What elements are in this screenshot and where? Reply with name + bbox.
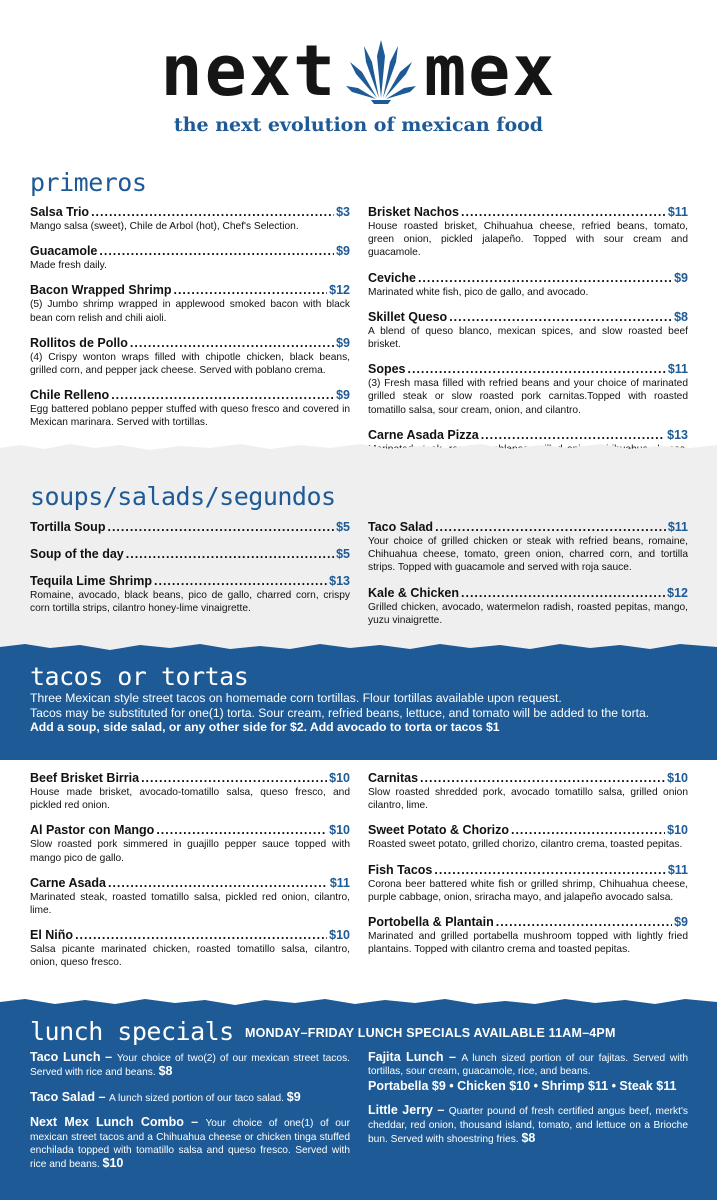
item-price: $10 [329,928,350,943]
leader-dots [496,914,672,930]
item-description: Marinated and grilled portabella mushroom topped with lightly fried plantains. Topped with cilantro crema and toasted pepitas. [368,931,688,956]
item-name: Al Pastor con Mango [30,823,155,838]
item-name: Carne Asada [30,875,106,890]
item-name: Portobella & Plantain [368,915,494,930]
section-soups-salads [0,450,717,650]
item-price: $11 [329,875,350,890]
leader-dots [420,770,665,786]
item-name: Sweet Potato & Chorizo [368,823,509,838]
tacos-items [0,760,717,1005]
item-name: Bacon Wrapped Shrimp [30,283,172,298]
soups-right-column [368,519,688,637]
tacos-right-column [368,770,688,966]
item-price: $13 [667,427,688,442]
item-price: $8 [158,1064,173,1079]
item-price: $10 [329,771,350,785]
item-price: $12 [329,283,350,298]
item-name: Ceviche [368,270,416,285]
item-description: A lunch sized portion of our fajitas. Served with tortillas, sour cream, guacamole, rice, and beans. [368,1053,688,1078]
menu-item [30,387,350,429]
section-title: primeros [30,168,147,197]
section-title: tacos or tortas [30,662,249,691]
primeros-right-column [368,204,688,479]
item-description: House made brisket, avocado-tomatillo salsa, queso fresco, and pickled red onion. [30,787,350,812]
item-price: $9 [674,270,688,285]
item-name: Tequila Lime Shrimp [30,574,153,588]
primeros-left-column [30,204,350,440]
item-description: Slow roasted shredded pork, avocado tomatillo salsa, grilled onion cilantro, lime. [368,787,688,812]
item-name: Fajita Lunch – [368,1050,462,1064]
item-price: $8 [674,309,688,324]
item-price: $8 [521,1131,536,1146]
item-description: Your choice of one(1) of our mexican street tacos and a Chihuahua cheese or chicken tinga stuffed enchilada topped with tomatillo salsa and queso fresco. Served with rice and beans. [30,1118,350,1171]
item-price: $10 [667,823,688,838]
intro-line-addons: Add a soup, side salad, or any other side for $2. Add avocado to torta or tacos $1 [30,720,500,735]
intro-line: Three Mexican style street tacos on homemade corn tortillas. Flour tortillas available upon request. [30,691,562,705]
item-description: Your choice of grilled chicken or steak with refried beans, romaine, Chihuahua cheese, tomato, green onion, charred corn, and tortilla strips. Topped with guacamole and served with roja sauce. [368,536,688,574]
menu-item [30,822,350,864]
leader-dots [156,822,327,838]
item-name: Little Jerry – [368,1103,449,1118]
leader-dots [107,519,334,535]
item-description: Grilled chicken, avocado, watermelon radish, roasted pepitas, mango, yuzu vinaigrette. [368,601,688,626]
menu-item [368,862,688,904]
item-name: Fish Tacos [368,862,433,877]
item-name: Guacamole [30,244,98,259]
item-price: $11 [667,362,688,377]
leader-dots [435,519,666,535]
leader-dots [99,243,334,259]
leader-dots [111,387,334,403]
item-description: Marinated white fish, pico de gallo, and avocado. [368,286,589,298]
item-name: Beef Brisket Birria [30,771,140,785]
item-name: Carne Asada Pizza [368,427,479,442]
item-name: Taco Salad – [30,1089,109,1104]
item-name: Next Mex Lunch Combo – [30,1115,206,1130]
item-description: (5) Jumbo shrimp wrapped in applewood smoked bacon with black bean corn relish and chili aioli. [30,299,350,324]
leader-dots [126,546,334,562]
item-price: $9 [286,1089,301,1104]
lunch-hours: MONDAY–FRIDAY LUNCH SPECIALS AVAILABLE 11AM–4PM [245,1026,616,1040]
item-price: $9 [336,244,350,259]
item-name: Rollitos de Pollo [30,335,128,350]
agave-icon [346,36,416,106]
item-price: $9 [674,915,688,930]
menu-item [368,270,688,299]
intro-line: Tacos may be substituted for one(1) torta. Sour cream, refried beans, lettuce, and tomato will be added to the torta. [30,705,650,720]
menu-item [368,822,688,851]
item-name: Taco Lunch – [30,1050,117,1064]
section-title: soups/salads/segundos [30,482,336,511]
menu-item [30,519,350,535]
menu-item [30,770,350,812]
item-description: Mango salsa (sweet), Chile de Arbol (hot), Chef's Selection. [30,221,299,232]
leader-dots [461,585,665,601]
menu-item [30,243,350,272]
menu-item [368,361,688,417]
leader-dots [141,770,327,786]
item-description: House roasted brisket, Chihuahua cheese, refried beans, tomato, green onion, pickled jalapeño. Topped with sour cream and guacamole. [368,221,688,259]
item-name: Brisket Nachos [368,205,460,219]
fajita-price-list: Portabella $9 • Chicken $10 • Shrimp $11 • Steak $11 [368,1078,677,1093]
menu-item [30,282,350,324]
item-description: Salsa picante marinated chicken, roasted tomatillo salsa, cilantro, onion, queso fresco. [30,944,350,969]
item-description: Marinated steak, roasted tomatillo salsa, pickled red onion, cilantro, lime. [30,891,350,917]
leader-dots [434,862,665,878]
soups-left-column [30,519,350,625]
item-description: Quarter pound of fresh certified angus beef, merkt's cheddar, red onion, thousand island, tomato, and lettuce on a Brioche bun. Served with shoestring fries. [368,1106,688,1146]
section-lunch-specials [0,1005,717,1200]
menu-item [30,204,350,233]
item-name: Taco Salad [368,520,434,534]
menu-item [368,309,688,351]
item-price: $10 [329,823,350,838]
item-price: $11 [667,862,688,877]
leader-dots [91,204,334,220]
lunch-item [30,1116,350,1172]
menu-item [30,875,350,917]
leader-dots [449,309,672,325]
menu-item [30,573,350,615]
item-description: A lunch sized portion of our taco salad. [108,1092,287,1104]
item-name: Sopes [368,362,406,377]
item-name: El Niño [30,928,74,943]
section-title: lunch specials [30,1017,234,1046]
section-primeros [0,150,717,450]
leader-dots [418,270,672,286]
item-price: $5 [336,520,350,534]
leader-dots [130,335,334,351]
item-name: Kale & Chicken [368,585,460,600]
item-name: Chile Relleno [30,388,110,403]
leader-dots [154,573,327,589]
item-price: $10 [667,771,688,785]
item-price: $3 [336,205,350,219]
logo-word-right: mex [424,30,557,112]
item-price: $11 [667,205,688,219]
menu-item [30,927,350,969]
leader-dots [511,822,665,838]
item-price: $11 [667,520,688,534]
item-name: Skillet Queso [368,309,448,324]
item-price: $12 [667,585,688,600]
item-price: $9 [336,335,350,350]
item-description: (4) Crispy wonton wraps filled with chipotle chicken, black beans, grilled corn, and pepper jack cheese. Served with poblano crema. [30,351,350,377]
item-name: Tortilla Soup [30,520,106,534]
leader-dots [108,875,328,891]
lunch-item-fajita [368,1051,688,1093]
leader-dots [173,282,327,298]
menu-item [368,585,688,627]
item-price: $9 [336,388,350,403]
lunch-left-column [30,1051,350,1183]
lunch-item [30,1051,350,1080]
leader-dots [481,427,665,443]
logo-word-left: next [160,30,338,112]
logo [0,30,717,112]
item-description: Roasted sweet potato, grilled chorizo, cilantro crema, toasted pepitas. [368,839,683,851]
leader-dots [461,204,666,220]
item-name: Soup of the day [30,547,124,561]
item-description: Egg battered poblano pepper stuffed with queso fresco and covered in Mexican marinara. Served with tortillas. [30,404,350,429]
menu-item [368,770,688,812]
lunch-item-jerry [368,1104,688,1146]
section-tacos-tortas [0,650,717,760]
item-description: Slow roasted pork simmered in guajillo pepper sauce topped with mango pico de gallo. [30,839,350,864]
menu-header [0,0,717,150]
tagline: the next evolution of mexican food [173,114,544,136]
item-description: Romaine, avocado, black beans, pico de gallo, charred corn, crispy corn tortilla strips, cilantro honey-lime vinaigrette. [30,590,350,615]
item-description: (3) Fresh masa filled with refried beans and your choice of marinated grilled steak or slow roasted pork carnitas.Topped with roasted tomatillo salsa, sour cream, onion, and cilantro. [368,378,688,416]
lunch-item [30,1091,350,1105]
item-price: $13 [329,574,350,588]
leader-dots [75,927,327,943]
menu-item [368,204,688,260]
item-description: Your choice of two(2) of our mexican street tacos. Served with rice and beans. [30,1053,350,1079]
menu-item [368,914,688,956]
leader-dots [408,361,666,377]
menu-item [368,519,688,575]
item-description: Made fresh daily. [30,260,107,272]
tacos-left-column [30,770,350,980]
item-name: Carnitas [368,771,419,785]
lunch-right-column [368,1051,688,1157]
tacos-intro [30,691,700,735]
menu-item [30,546,350,562]
item-name: Salsa Trio [30,205,90,219]
item-description: A blend of queso blanco, mexican spices, and slow roasted beef brisket. [368,325,688,351]
item-price: $5 [336,547,350,561]
item-price: $10 [102,1156,124,1171]
menu-item [30,335,350,377]
item-description: Corona beer battered white fish or grilled shrimp, Chihuahua cheese, purple cabbage, onion, sriracha mayo, and jalapeño avocado salsa. [368,878,688,903]
